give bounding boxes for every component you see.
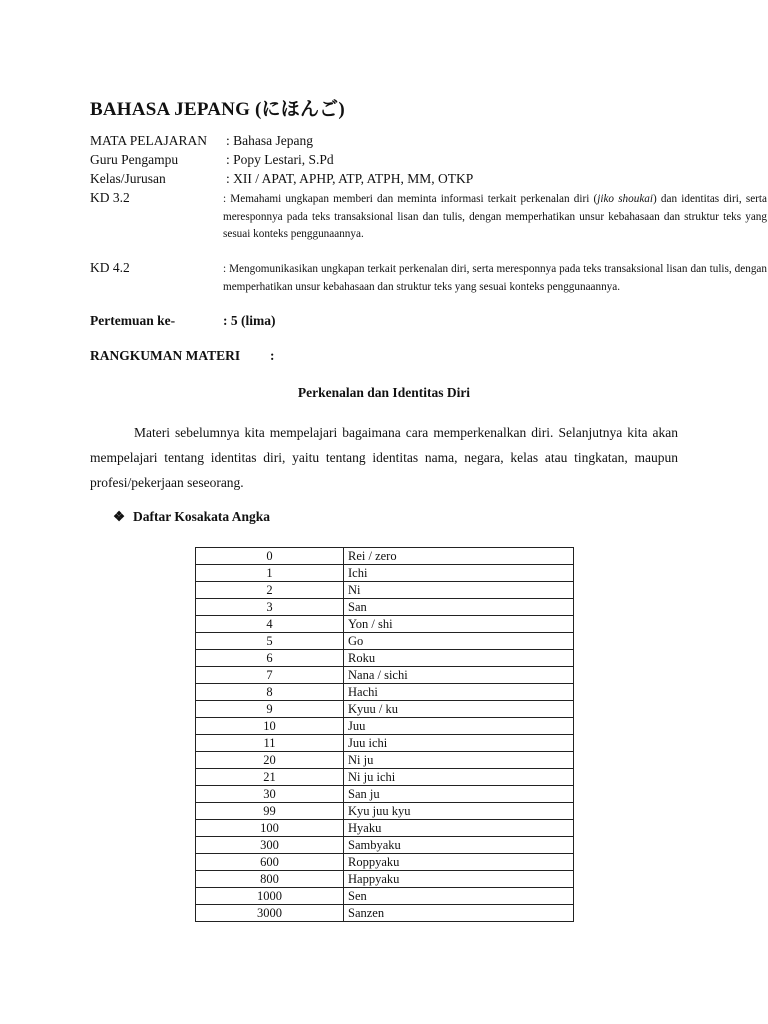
- kd42-description: : Mengomunikasikan ungkapan terkait perkenalan diri, serta meresponnya pada teks transaksional lisan dan tulis, dengan memperhatikan unsur kebahasaan dan struktur teks yang sesuai konteks penggunaannya.: [223, 263, 767, 293]
- reading-cell: Ichi: [344, 565, 574, 582]
- diamond-bullet-icon: ❖: [113, 509, 126, 524]
- table-row: [196, 582, 574, 599]
- table-row: [196, 735, 574, 752]
- reading-cell: Kyuu / ku: [344, 701, 574, 718]
- number-cell: 1: [196, 565, 344, 582]
- meta-value: : XII / APAT, APHP, ATP, ATPH, MM, OTKP: [226, 171, 474, 186]
- number-cell: 100: [196, 820, 344, 837]
- kd32-text-after: ) dan identitas diri, serta meresponnya pada teks transaksional lisan dan tulis, dengan memperhatikan unsur kebahasaan dan struktur teks yang sesuai konteks penggunaannya.: [223, 193, 767, 240]
- number-cell: 600: [196, 854, 344, 871]
- reading-cell: Sambyaku: [344, 837, 574, 854]
- reading-cell: Rei / zero: [344, 548, 574, 565]
- number-cell: 20: [196, 752, 344, 769]
- number-cell: 3: [196, 599, 344, 616]
- number-cell: 10: [196, 718, 344, 735]
- reading-cell: Happyaku: [344, 871, 574, 888]
- table-row: [196, 871, 574, 888]
- table-row: [196, 718, 574, 735]
- meta-label: MATA PELAJARAN: [90, 133, 208, 148]
- meta-label: Pertemuan ke-: [90, 313, 176, 328]
- number-cell: 2: [196, 582, 344, 599]
- reading-cell: Go: [344, 633, 574, 650]
- table-row: [196, 888, 574, 905]
- kd32-description: [223, 191, 767, 244]
- reading-cell: Kyu juu kyu: [344, 803, 574, 820]
- table-row: [196, 820, 574, 837]
- intro-paragraph: Materi sebelumnya kita mempelajari bagaimana cara memperkenalkan diri. Selanjutnya kita akan mempelajari tentang identitas diri, yaitu tentang identitas nama, negara, kelas atau tingkatan, maupun profesi/pekerjaan seseorang.: [90, 425, 678, 490]
- reading-cell: Nana / sichi: [344, 667, 574, 684]
- table-row: [196, 650, 574, 667]
- meta-label: KD 4.2: [90, 260, 130, 275]
- table-row: [196, 701, 574, 718]
- reading-cell: Ni ju ichi: [344, 769, 574, 786]
- vocab-table: [195, 547, 574, 922]
- number-cell: 0: [196, 548, 344, 565]
- reading-cell: Roku: [344, 650, 574, 667]
- page-title: BAHASA JEPANG (にほんご): [90, 99, 345, 120]
- number-cell: 99: [196, 803, 344, 820]
- table-row: [196, 548, 574, 565]
- table-row: [196, 905, 574, 922]
- table-row: [196, 616, 574, 633]
- table-row: [196, 565, 574, 582]
- table-row: [196, 803, 574, 820]
- number-cell: 800: [196, 871, 344, 888]
- table-row: [196, 684, 574, 701]
- table-row: [196, 854, 574, 871]
- number-cell: 11: [196, 735, 344, 752]
- number-cell: 4: [196, 616, 344, 633]
- table-row: [196, 837, 574, 854]
- table-row: [196, 667, 574, 684]
- table-row: [196, 752, 574, 769]
- reading-cell: Sanzen: [344, 905, 574, 922]
- number-cell: 9: [196, 701, 344, 718]
- meta-value: : 5 (lima): [223, 313, 276, 328]
- table-row: [196, 786, 574, 803]
- table-row: [196, 599, 574, 616]
- number-cell: 7: [196, 667, 344, 684]
- kd32-text-italic: jiko shoukai: [597, 193, 653, 205]
- number-cell: 300: [196, 837, 344, 854]
- number-cell: 30: [196, 786, 344, 803]
- kd32-text-before: : Memahami ungkapan memberi dan meminta informasi terkait perkenalan diri (: [223, 193, 598, 205]
- subtitle: Perkenalan dan Identitas Diri: [297, 385, 471, 400]
- number-cell: 6: [196, 650, 344, 667]
- reading-cell: San: [344, 599, 574, 616]
- number-cell: 8: [196, 684, 344, 701]
- reading-cell: San ju: [344, 786, 574, 803]
- number-cell: 21: [196, 769, 344, 786]
- reading-cell: Roppyaku: [344, 854, 574, 871]
- reading-cell: Juu ichi: [344, 735, 574, 752]
- meta-label: Guru Pengampu: [90, 152, 179, 167]
- vocab-heading: [113, 509, 270, 525]
- reading-cell: Juu: [344, 718, 574, 735]
- meta-label: KD 3.2: [90, 190, 130, 205]
- table-row: [196, 633, 574, 650]
- section-heading: [90, 348, 275, 364]
- number-cell: 5: [196, 633, 344, 650]
- number-cell: 3000: [196, 905, 344, 922]
- reading-cell: Hachi: [344, 684, 574, 701]
- section-colon: :: [270, 348, 275, 363]
- meta-value: : Bahasa Jepang: [226, 133, 313, 148]
- meta-value: : Popy Lestari, S.Pd: [226, 152, 334, 167]
- meta-label: Kelas/Jurusan: [90, 171, 166, 186]
- table-row: [196, 769, 574, 786]
- reading-cell: Yon / shi: [344, 616, 574, 633]
- section-label: RANGKUMAN MATERI: [90, 348, 241, 363]
- vocab-heading-label: Daftar Kosakata Angka: [133, 509, 271, 524]
- reading-cell: Ni ju: [344, 752, 574, 769]
- number-cell: 1000: [196, 888, 344, 905]
- reading-cell: Hyaku: [344, 820, 574, 837]
- reading-cell: Sen: [344, 888, 574, 905]
- reading-cell: Ni: [344, 582, 574, 599]
